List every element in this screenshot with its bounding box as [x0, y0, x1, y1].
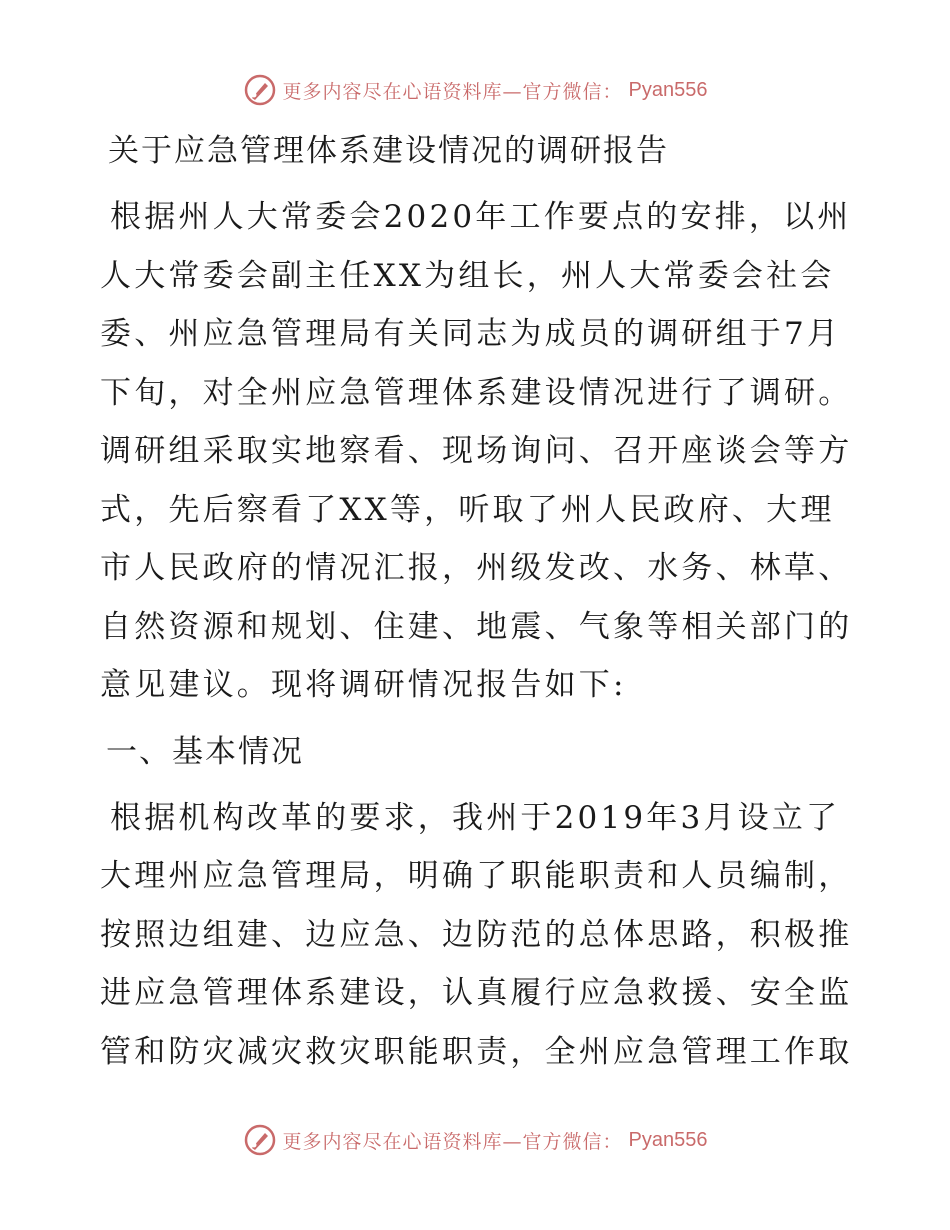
text-line: 人大常委会副主任XX为组长，州人大常委会社会	[100, 257, 835, 294]
watermark-footer	[0, 1120, 950, 1160]
text-line: 自然资源和规划、住建、地震、气象等相关部门的	[100, 608, 853, 645]
text-line: 委、州应急管理局有关同志为成员的调研组于7月	[100, 316, 842, 352]
text-line: 意见建议。现将调研情况报告如下:	[100, 667, 627, 703]
paragraph-basic-situation	[100, 789, 853, 1082]
pen-logo-icon	[243, 73, 277, 107]
section-heading: 一、基本情况	[106, 733, 304, 770]
watermark-wechat-id: Pyan556	[628, 1128, 708, 1151]
watermark-header	[0, 70, 950, 110]
text-line: 进应急管理体系建设，认真履行应急救援、安全监	[100, 975, 853, 1011]
text-line: 根据州人大常委会2020年工作要点的安排，以州	[110, 199, 852, 235]
text-line: 大理州应急管理局，明确了职能职责和人员编制，	[100, 858, 853, 894]
text-line: 下旬，对全州应急管理体系建设情况进行了调研。	[100, 374, 853, 411]
watermark-text: 更多内容尽在心语资料库—官方微信：	[282, 1130, 623, 1153]
text-line: 管和防灾减灾救灾职能职责，全州应急管理工作取	[100, 1033, 853, 1070]
watermark-wechat-id: Pyan556	[628, 78, 708, 101]
text-line: 根据机构改革的要求，我州于2019年3月设立了	[110, 799, 841, 836]
text-line: 调研组采取实地察看、现场询问、召开座谈会等方	[100, 433, 853, 469]
text-line: 式，先后察看了XX等，听取了州人民政府、大理	[100, 491, 835, 528]
text-line: 市人民政府的情况汇报，州级发改、水务、林草、	[100, 550, 853, 586]
text-line: 按照边组建、边应急、边防范的总体思路，积极推	[100, 916, 853, 953]
paragraph-intro	[100, 188, 853, 715]
pen-logo-icon	[243, 1123, 277, 1157]
document-body	[100, 122, 853, 1089]
document-title: 关于应急管理体系建设情况的调研报告	[108, 133, 669, 169]
watermark-text: 更多内容尽在心语资料库—官方微信：	[282, 80, 623, 103]
